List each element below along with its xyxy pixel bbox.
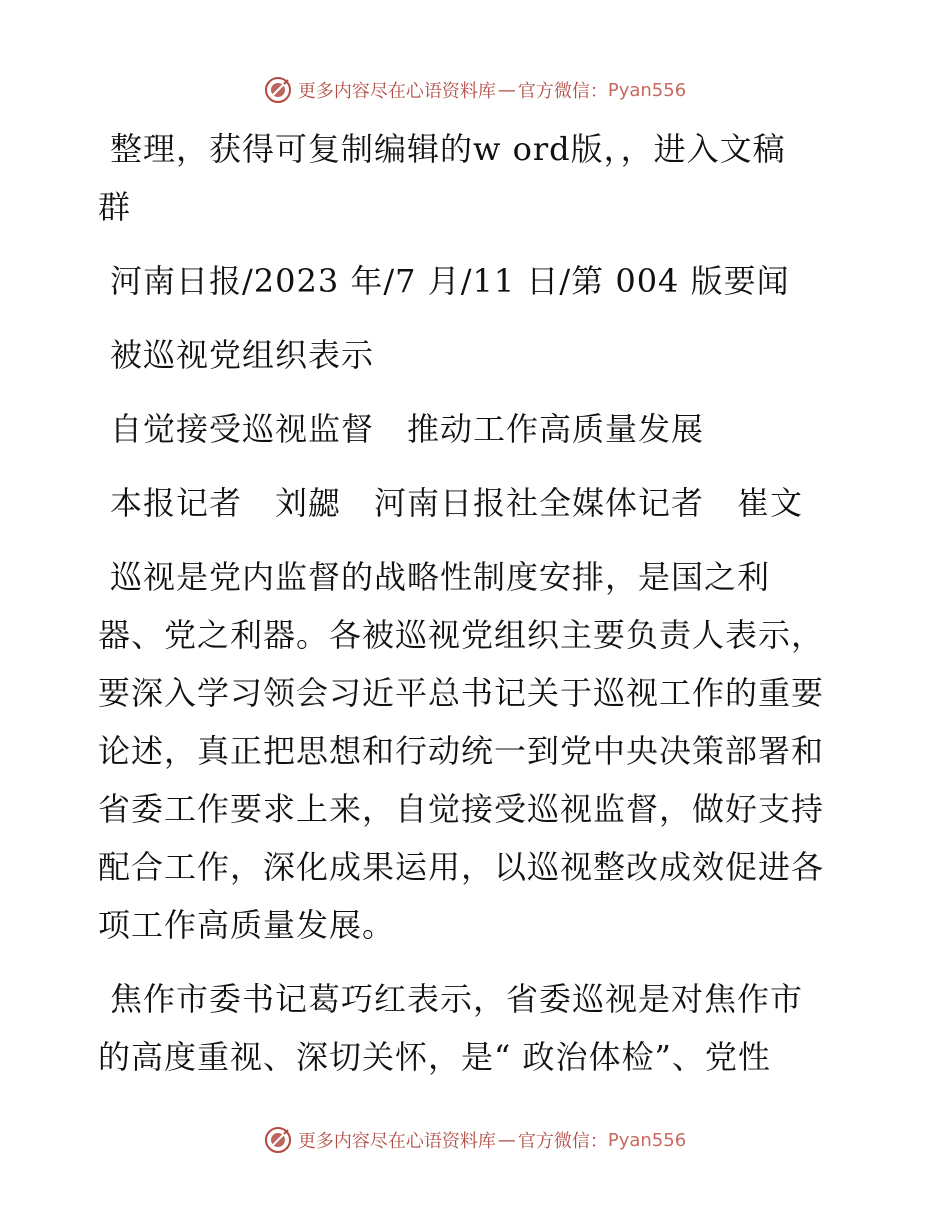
watermark-wechat-id: Pyan556 (607, 1129, 687, 1151)
text-line: 论述，真正把思想和行动统一到党中央决策部署和 (98, 732, 825, 770)
paragraph-gap (98, 236, 850, 252)
text-line: 省委工作要求上来，自觉接受巡视监督，做好支持 (98, 790, 825, 828)
watermark-brand: 更多内容尽在心语资料库 (297, 1131, 496, 1152)
paragraph-gap (98, 954, 850, 970)
text-line: 被巡视党组织表示 (110, 336, 375, 374)
watermark-separator: — (497, 1129, 516, 1151)
text-line: 整理，获得可复制编辑的w ord版，，进入文稿 (110, 130, 786, 168)
text-line: 项工作高质量发展。 (98, 906, 396, 944)
text-line: 要深入学习领会习近平总书记关于巡视工作的重要 (98, 674, 825, 712)
text-line: 配合工作，深化成果运用，以巡视整改成效促进各 (98, 848, 825, 886)
watermark-wechat-label: 官方微信： (517, 81, 608, 102)
watermark-wechat-id: Pyan556 (607, 79, 687, 101)
text-line: 巡视是党内监督的战略性制度安排，是国之利 (110, 558, 771, 596)
text-line: 河南日报/2023 年/7 月/11 日/第 004 版要闻 (110, 262, 790, 300)
text-line: 群 (98, 188, 132, 226)
paragraph-gap (98, 384, 850, 400)
brand-logo-icon (264, 1126, 292, 1154)
footer-watermark (0, 1120, 950, 1160)
watermark-brand: 更多内容尽在心语资料库 (297, 81, 496, 102)
watermark-separator: — (497, 79, 516, 101)
brand-logo-icon (264, 76, 292, 104)
paragraph-gap (98, 532, 850, 548)
header-watermark (0, 70, 950, 110)
watermark-wechat-label: 官方微信： (517, 1131, 608, 1152)
text-line: 的高度重视、深切关怀，是“ 政治体检”、党性 (98, 1038, 771, 1076)
text-line: 焦作市委书记葛巧红表示，省委巡视是对焦作市 (110, 980, 804, 1018)
text-line: 自觉接受巡视监督 推动工作高质量发展 (110, 410, 705, 448)
text-line: 器、党之利器。各被巡视党组织主要负责人表示， (98, 616, 825, 654)
paragraph-gap (98, 458, 850, 474)
text-line: 本报记者 刘勰 河南日报社全媒体记者 崔文 (110, 484, 804, 522)
document-body (98, 120, 850, 1086)
paragraph-gap (98, 310, 850, 326)
